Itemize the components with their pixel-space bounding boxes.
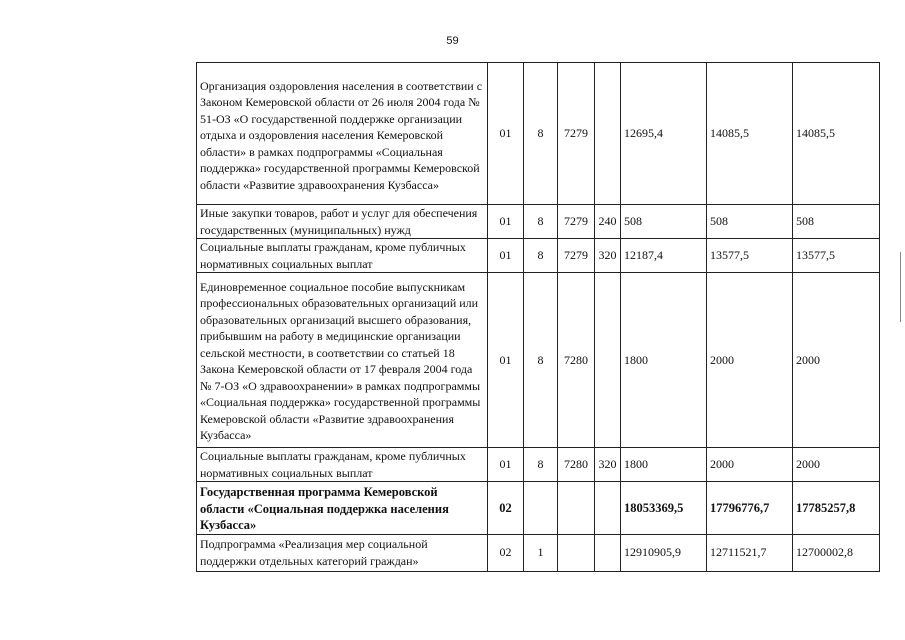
amount-year3-cell: 14085,5	[793, 63, 880, 205]
amount-year1-cell: 1800	[621, 448, 707, 482]
amount-year2-cell: 17796776,7	[707, 482, 793, 535]
subprogram-code-cell: 8	[524, 205, 558, 239]
amount-year1-cell: 18053369,5	[621, 482, 707, 535]
row-name-cell: Социальные выплаты гражданам, кроме публичных нормативных социальных выплат	[197, 239, 488, 273]
amount-year3-cell: 17785257,8	[793, 482, 880, 535]
expense-type-cell	[595, 273, 621, 448]
program-code-cell: 02	[488, 482, 524, 535]
row-name-cell: Иные закупки товаров, работ и услуг для обеспечения государственных (муниципальных) нужд	[197, 205, 488, 239]
subprogram-code-cell: 1	[524, 534, 558, 571]
amount-year2-cell: 2000	[707, 273, 793, 448]
row-name-cell: Государственная программа Кемеровской области «Социальная поддержка населения Кузбасса»	[197, 482, 488, 535]
amount-year3-cell: 13577,5	[793, 239, 880, 273]
expense-type-cell	[595, 482, 621, 535]
program-code-cell: 01	[488, 448, 524, 482]
amount-year3-cell: 12700002,8	[793, 534, 880, 571]
table-row	[197, 482, 880, 535]
program-code-cell: 01	[488, 63, 524, 205]
amount-year3-cell: 508	[793, 205, 880, 239]
amount-year3-cell: 2000	[793, 448, 880, 482]
subprogram-code-cell: 8	[524, 63, 558, 205]
expense-type-cell: 320	[595, 448, 621, 482]
amount-year1-cell: 12910905,9	[621, 534, 707, 571]
amount-year2-cell: 2000	[707, 448, 793, 482]
amount-year1-cell: 1800	[621, 273, 707, 448]
amount-year2-cell: 12711521,7	[707, 534, 793, 571]
program-code-cell: 02	[488, 534, 524, 571]
table-row	[197, 205, 880, 239]
table-row	[197, 273, 880, 448]
subprogram-code-cell: 8	[524, 448, 558, 482]
direction-code-cell: 7279	[558, 63, 595, 205]
subprogram-code-cell: 8	[524, 273, 558, 448]
row-name-cell: Единовременное социальное пособие выпускникам профессиональных образовательных организаций или образовательных организаций высшего образования, прибывшим на работу в медицинские организации сельской местности, в соответствии со статьей 18 Закона Кемеровской области от 17 февраля 2004 года № 7-ОЗ «О здравоохранении» в рамках подпрограммы «Социальная поддержка» государственной программы Кемеровской области «Развитие здравоохранения Кузбасса»	[197, 273, 488, 448]
direction-code-cell	[558, 482, 595, 535]
row-name-cell: Подпрограмма «Реализация мер социальной поддержки отдельных категорий граждан»	[197, 534, 488, 571]
program-code-cell: 01	[488, 273, 524, 448]
row-name-cell: Социальные выплаты гражданам, кроме публичных нормативных социальных выплат	[197, 448, 488, 482]
direction-code-cell: 7280	[558, 448, 595, 482]
amount-year2-cell: 508	[707, 205, 793, 239]
amount-year1-cell: 12695,4	[621, 63, 707, 205]
table-row	[197, 63, 880, 205]
amount-year2-cell: 14085,5	[707, 63, 793, 205]
expense-type-cell	[595, 63, 621, 205]
scan-edge-mark	[900, 252, 901, 322]
subprogram-code-cell: 8	[524, 239, 558, 273]
subprogram-code-cell	[524, 482, 558, 535]
row-name-cell: Организация оздоровления населения в соответствии с Законом Кемеровской области от 26 июля 2004 года № 51-ОЗ «О государственной поддержке организации отдыха и оздоровления населения Кемеровской области» в рамках подпрограммы «Социальная поддержка» государственной программы Кемеровской области «Развитие здравоохранения Кузбасса»	[197, 63, 488, 205]
program-code-cell: 01	[488, 205, 524, 239]
direction-code-cell: 7280	[558, 273, 595, 448]
amount-year3-cell: 2000	[793, 273, 880, 448]
budget-table	[196, 62, 880, 572]
amount-year2-cell: 13577,5	[707, 239, 793, 273]
table-row	[197, 239, 880, 273]
page-number: 59	[446, 35, 459, 47]
amount-year1-cell: 12187,4	[621, 239, 707, 273]
direction-code-cell	[558, 534, 595, 571]
direction-code-cell: 7279	[558, 239, 595, 273]
expense-type-cell: 240	[595, 205, 621, 239]
program-code-cell: 01	[488, 239, 524, 273]
table-row	[197, 534, 880, 571]
table-row	[197, 448, 880, 482]
expense-type-cell: 320	[595, 239, 621, 273]
direction-code-cell: 7279	[558, 205, 595, 239]
amount-year1-cell: 508	[621, 205, 707, 239]
expense-type-cell	[595, 534, 621, 571]
